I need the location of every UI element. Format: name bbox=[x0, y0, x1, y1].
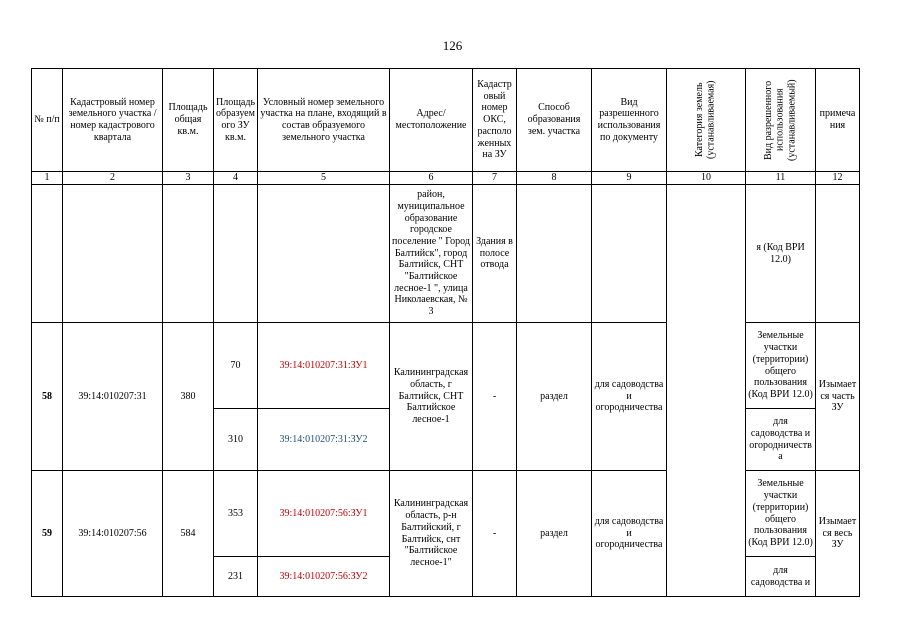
total-area: 584 bbox=[163, 471, 214, 597]
vertical-header-text: Категория земель (устанавливаемая) bbox=[694, 80, 717, 160]
column-number: 9 bbox=[592, 172, 667, 185]
note-cell: Изымается весь ЗУ bbox=[816, 471, 860, 597]
address-cell: район, муниципальное образование городское поселение " Город Балтийск", город Балтийск, СНТ "Балтийское лесное-1 ", улица Николаевская, № 3 bbox=[390, 185, 473, 323]
empty-cell bbox=[214, 185, 258, 323]
column-number: 1 bbox=[32, 172, 63, 185]
land-plot-register-table bbox=[31, 68, 860, 597]
header-cell: Кадастровый номер земельного участка /номер кадастрового квартала bbox=[63, 69, 163, 172]
category-cell bbox=[667, 185, 746, 597]
column-number: 4 bbox=[214, 172, 258, 185]
header-cell: Условный номер земельного участка на плане, входящий в состав образуемого земельного участка bbox=[258, 69, 390, 172]
header-cell-vertical bbox=[667, 69, 746, 172]
column-number: 5 bbox=[258, 172, 390, 185]
header-cell: Площадь образуемого ЗУ кв.м. bbox=[214, 69, 258, 172]
continuation-row bbox=[32, 185, 860, 323]
conditional-number: 39:14:010207:31:ЗУ1 bbox=[258, 323, 390, 409]
vri-document: для садоводства и огородничества bbox=[592, 471, 667, 597]
column-number: 10 bbox=[667, 172, 746, 185]
empty-cell bbox=[258, 185, 390, 323]
conditional-number: 39:14:010207:31:ЗУ2 bbox=[258, 409, 390, 471]
part-area: 70 bbox=[214, 323, 258, 409]
header-cell: Кадастровый номер ОКС, расположенных на ЗУ bbox=[473, 69, 517, 172]
header-cell: Способ образования зем. участка bbox=[517, 69, 592, 172]
column-number: 11 bbox=[746, 172, 816, 185]
empty-cell bbox=[517, 185, 592, 323]
column-number: 8 bbox=[517, 172, 592, 185]
formation-method: раздел bbox=[517, 471, 592, 597]
cadastral-number: 39:14:010207:56 bbox=[63, 471, 163, 597]
oks-cell: - bbox=[473, 471, 517, 597]
total-area: 380 bbox=[163, 323, 214, 471]
header-cell: Площадь общая кв.м. bbox=[163, 69, 214, 172]
address-cell: Калининградская область, р-н Балтийский, г Балтийск, снт "Балтийское лесное-1" bbox=[390, 471, 473, 597]
column-number: 6 bbox=[390, 172, 473, 185]
oks-cell: Здания в полосе отвода bbox=[473, 185, 517, 323]
conditional-number: 39:14:010207:56:ЗУ1 bbox=[258, 471, 390, 557]
part-area: 310 bbox=[214, 409, 258, 471]
empty-cell bbox=[816, 185, 860, 323]
header-cell: Вид разрешенного использования по документу bbox=[592, 69, 667, 172]
page-number: 126 bbox=[442, 38, 463, 53]
vertical-header-text: Вид разрешенного использования (устанавливаемый) bbox=[762, 79, 798, 161]
column-number-row bbox=[32, 172, 860, 185]
header-cell: примечания bbox=[816, 69, 860, 172]
vri-set-cell: Земельные участки (территории) общего пользования (Код ВРИ 12.0) bbox=[746, 323, 816, 409]
header-cell: № п/п bbox=[32, 69, 63, 172]
cadastral-number: 39:14:010207:31 bbox=[63, 323, 163, 471]
vri-set-cell: для садоводства и огородничества bbox=[746, 409, 816, 471]
column-number: 12 bbox=[816, 172, 860, 185]
part-area: 353 bbox=[214, 471, 258, 557]
header-cell-vertical bbox=[746, 69, 816, 172]
empty-cell bbox=[63, 185, 163, 323]
row-number: 58 bbox=[32, 323, 63, 471]
note-cell: Изымается часть ЗУ bbox=[816, 323, 860, 471]
part-area: 231 bbox=[214, 557, 258, 597]
vri-set-cell: для садоводства и bbox=[746, 557, 816, 597]
vri-set-cell: я (Код ВРИ 12.0) bbox=[746, 185, 816, 323]
header-row bbox=[32, 69, 860, 172]
empty-cell bbox=[592, 185, 667, 323]
empty-cell bbox=[163, 185, 214, 323]
vri-set-cell: Земельные участки (территории) общего пользования (Код ВРИ 12.0) bbox=[746, 471, 816, 557]
header-cell: Адрес/ местоположение bbox=[390, 69, 473, 172]
column-number: 7 bbox=[473, 172, 517, 185]
empty-cell bbox=[32, 185, 63, 323]
vri-document: для садоводства и огородничества bbox=[592, 323, 667, 471]
column-number: 2 bbox=[63, 172, 163, 185]
formation-method: раздел bbox=[517, 323, 592, 471]
oks-cell: - bbox=[473, 323, 517, 471]
column-number: 3 bbox=[163, 172, 214, 185]
row-number: 59 bbox=[32, 471, 63, 597]
address-cell: Калининградская область, г Балтийск, СНТ Балтийское лесное-1 bbox=[390, 323, 473, 471]
conditional-number: 39:14:010207:56:ЗУ2 bbox=[258, 557, 390, 597]
